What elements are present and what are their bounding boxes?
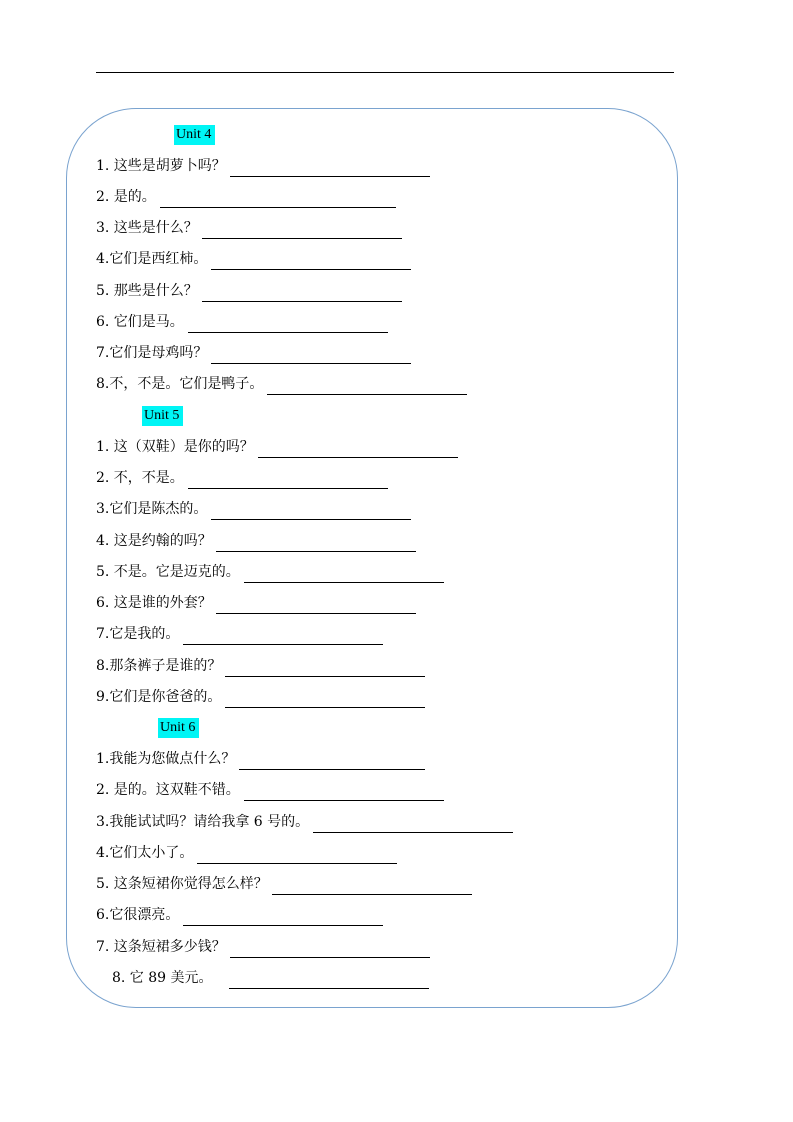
answer-line[interactable] bbox=[197, 847, 397, 864]
unit5-item-1: 1. 这（双鞋）是你的吗？ bbox=[96, 436, 458, 458]
answer-line[interactable] bbox=[183, 628, 383, 645]
unit4-item-1: 1. 这些是胡萝卜吗？ bbox=[96, 155, 430, 177]
unit4-item-8: 8.不，不是。它们是鸭子。 bbox=[96, 373, 467, 395]
answer-line[interactable] bbox=[211, 503, 411, 520]
answer-line[interactable] bbox=[160, 191, 396, 208]
unit5-item-7: 7.它是我的。 bbox=[96, 623, 383, 645]
unit6-item-3: 3.我能试试吗？请给我拿 6 号的。 bbox=[96, 811, 513, 833]
answer-line[interactable] bbox=[202, 285, 402, 302]
answer-line[interactable] bbox=[313, 816, 513, 833]
unit-4-title: Unit 4 bbox=[174, 125, 215, 145]
unit6-item-8: 8. 它 89 美元。 bbox=[112, 967, 429, 989]
unit6-item-1: 1.我能为您做点什么？ bbox=[96, 748, 425, 770]
answer-line[interactable] bbox=[239, 753, 425, 770]
unit5-item-2: 2. 不，不是。 bbox=[96, 467, 388, 489]
unit4-item-2: 2. 是的。 bbox=[96, 186, 396, 208]
unit6-item-6: 6.它很漂亮。 bbox=[96, 904, 383, 926]
unit-5-title: Unit 5 bbox=[142, 406, 183, 426]
answer-line[interactable] bbox=[244, 784, 444, 801]
unit4-item-4: 4.它们是西红柿。 bbox=[96, 248, 411, 270]
answer-line[interactable] bbox=[244, 566, 444, 583]
unit6-item-2: 2. 是的。这双鞋不错。 bbox=[96, 779, 444, 801]
answer-line[interactable] bbox=[230, 941, 430, 958]
answer-line[interactable] bbox=[216, 535, 416, 552]
answer-line[interactable] bbox=[225, 660, 425, 677]
answer-line[interactable] bbox=[230, 160, 430, 177]
unit-6-title: Unit 6 bbox=[158, 718, 199, 738]
answer-line[interactable] bbox=[211, 253, 411, 270]
answer-line[interactable] bbox=[272, 878, 472, 895]
header-rule bbox=[96, 72, 674, 73]
unit6-item-5: 5. 这条短裙你觉得怎么样？ bbox=[96, 873, 472, 895]
answer-line[interactable] bbox=[188, 472, 388, 489]
unit4-item-7: 7.它们是母鸡吗？ bbox=[96, 342, 411, 364]
unit4-item-5: 5. 那些是什么？ bbox=[96, 280, 402, 302]
unit5-item-3: 3.它们是陈杰的。 bbox=[96, 498, 411, 520]
answer-line[interactable] bbox=[267, 378, 467, 395]
answer-line[interactable] bbox=[202, 222, 402, 239]
unit4-item-6: 6. 它们是马。 bbox=[96, 311, 388, 333]
unit5-item-4: 4. 这是约翰的吗？ bbox=[96, 530, 416, 552]
answer-line[interactable] bbox=[225, 691, 425, 708]
unit6-item-4: 4.它们太小了。 bbox=[96, 842, 397, 864]
unit5-item-9: 9.它们是你爸爸的。 bbox=[96, 686, 425, 708]
answer-line[interactable] bbox=[183, 909, 383, 926]
unit5-item-6: 6. 这是谁的外套？ bbox=[96, 592, 416, 614]
answer-line[interactable] bbox=[216, 597, 416, 614]
answer-line[interactable] bbox=[229, 972, 429, 989]
answer-line[interactable] bbox=[258, 441, 458, 458]
unit5-item-8: 8.那条裤子是谁的？ bbox=[96, 655, 425, 677]
answer-line[interactable] bbox=[211, 347, 411, 364]
answer-line[interactable] bbox=[188, 316, 388, 333]
unit6-item-7: 7. 这条短裙多少钱？ bbox=[96, 936, 430, 958]
unit5-item-5: 5. 不是。它是迈克的。 bbox=[96, 561, 444, 583]
unit4-item-3: 3. 这些是什么？ bbox=[96, 217, 402, 239]
